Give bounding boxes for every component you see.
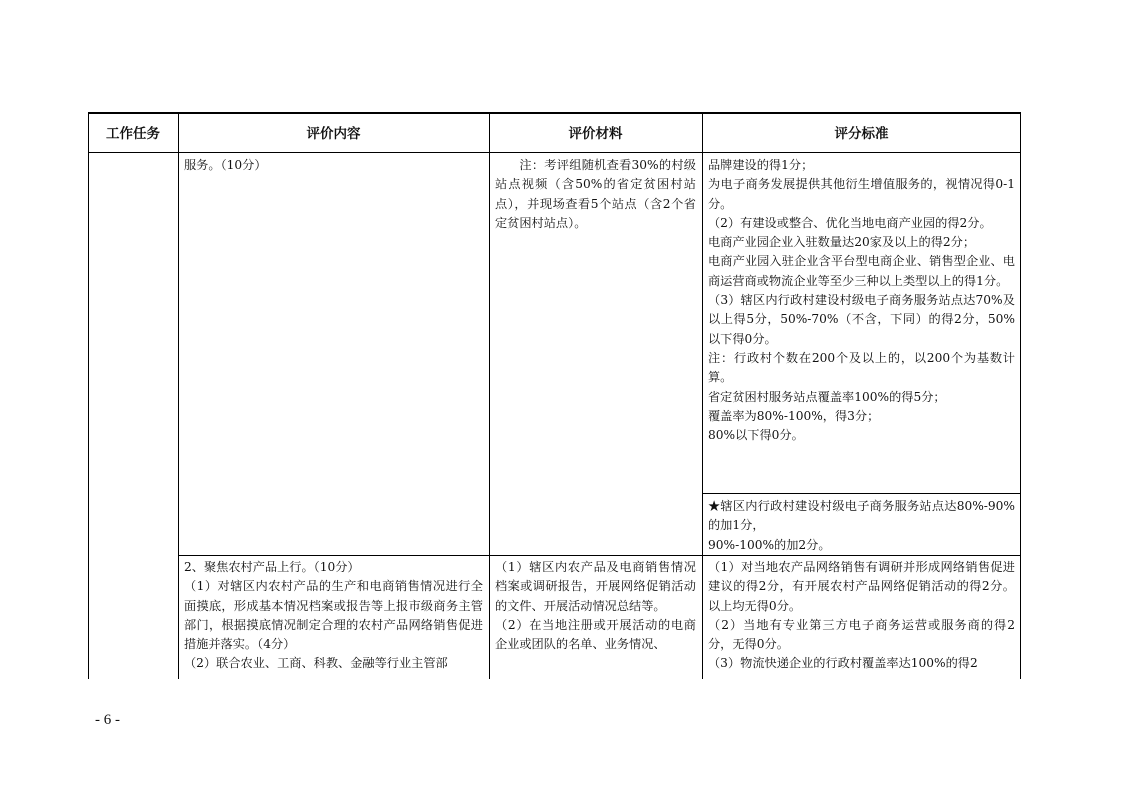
standard-line: （3）辖区内行政村建设村级电子商务服务站点达70%及以上得5分，50%-70%（不含，下同）的得2分，50%以下得0分。 [708, 293, 1015, 346]
rule-left [88, 112, 89, 679]
bonus-line: 90%-100%的加2分。 [708, 537, 831, 552]
header-standard: 评分标准 [834, 126, 889, 142]
rule-header-bottom [88, 152, 1021, 153]
standard-line: 注：行政村个数在200个及以上的，以200个为基数计算。 [708, 350, 1015, 385]
standard-line: 省定贫困村服务站点覆盖率100%的得5分； [708, 389, 946, 404]
rule-standard-split [702, 493, 1021, 494]
standard-line: （3）物流快递企业的行政村覆盖率达100%的得2 [708, 656, 978, 671]
standard-line: 覆盖率为80%-100%，得3分； [708, 408, 880, 423]
header-content: 评价内容 [306, 126, 361, 142]
content-line: 2、聚焦农村产品上行。（10分） [184, 560, 360, 574]
row1-material-note: 注：考评组随机查看30%的村级站点视频（含50%的省定贫困村站点），并现场查看5个站点（含2个省定贫困村站点）。 [495, 158, 696, 230]
header-material: 评价材料 [568, 126, 623, 142]
material-line: （2）在当地注册或开展活动的电商企业或团队的名单、业务情况、 [495, 617, 696, 652]
evaluation-table [88, 112, 1021, 679]
row1-bonus [702, 497, 1021, 555]
bonus-line: ★辖区内行政村建设村级电子商务服务站点达80%-90%的加1分， [708, 499, 1015, 533]
row1-content-line: 服务。（10分） [184, 158, 267, 172]
standard-line: 电商产业园入驻企业含平台型电商企业、销售型企业、电商运营商或物流企业等至少三种以上类型以上的得1分。 [708, 254, 1015, 288]
material-line: （1）辖区内农产品及电商销售情况档案或调研报告，开展网络促销活动的文件、开展活动情况总结等。 [495, 560, 696, 613]
row2-content [178, 558, 489, 674]
standard-line: （1）对当地农产品网络销售有调研并形成网络销售促进建议的得2分，有开展农村产品网络促销活动的得2分。以上均无得0分。 [708, 560, 1015, 613]
standard-line: 80%以下得0分。 [708, 428, 804, 443]
content-line: （2）联合农业、工商、科教、金融等行业主管部 [184, 656, 448, 671]
row2-standard [702, 558, 1021, 674]
content-line: （1）对辖区内农村产品的生产和电商销售情况进行全面摸底，形成基本情况档案或报告等上报市级商务主管部门，根据摸底情况制定合理的农村产品网络销售促进措施并落实。（4分） [184, 579, 483, 652]
row1-material [489, 156, 702, 233]
standard-line: （2）有建设或整合、优化当地电商产业园的得2分。 [708, 215, 992, 230]
row2-material [489, 558, 702, 654]
header-task: 工作任务 [106, 126, 160, 142]
standard-line: 电商产业园企业入驻数量达20家及以上的得2分； [708, 235, 976, 250]
row1-standard [702, 156, 1021, 445]
page-number: - 6 - [95, 712, 120, 728]
row1-content [178, 156, 489, 175]
standard-line: （2）当地有专业第三方电子商务运营或服务商的得2分，无得0分。 [708, 617, 1015, 652]
standard-line: 为电子商务发展提供其他衍生增值服务的，视情况得0-1分。 [708, 177, 1015, 211]
rule-row1-bottom [178, 555, 1021, 556]
standard-line: 品牌建设的得1分； [708, 158, 814, 172]
